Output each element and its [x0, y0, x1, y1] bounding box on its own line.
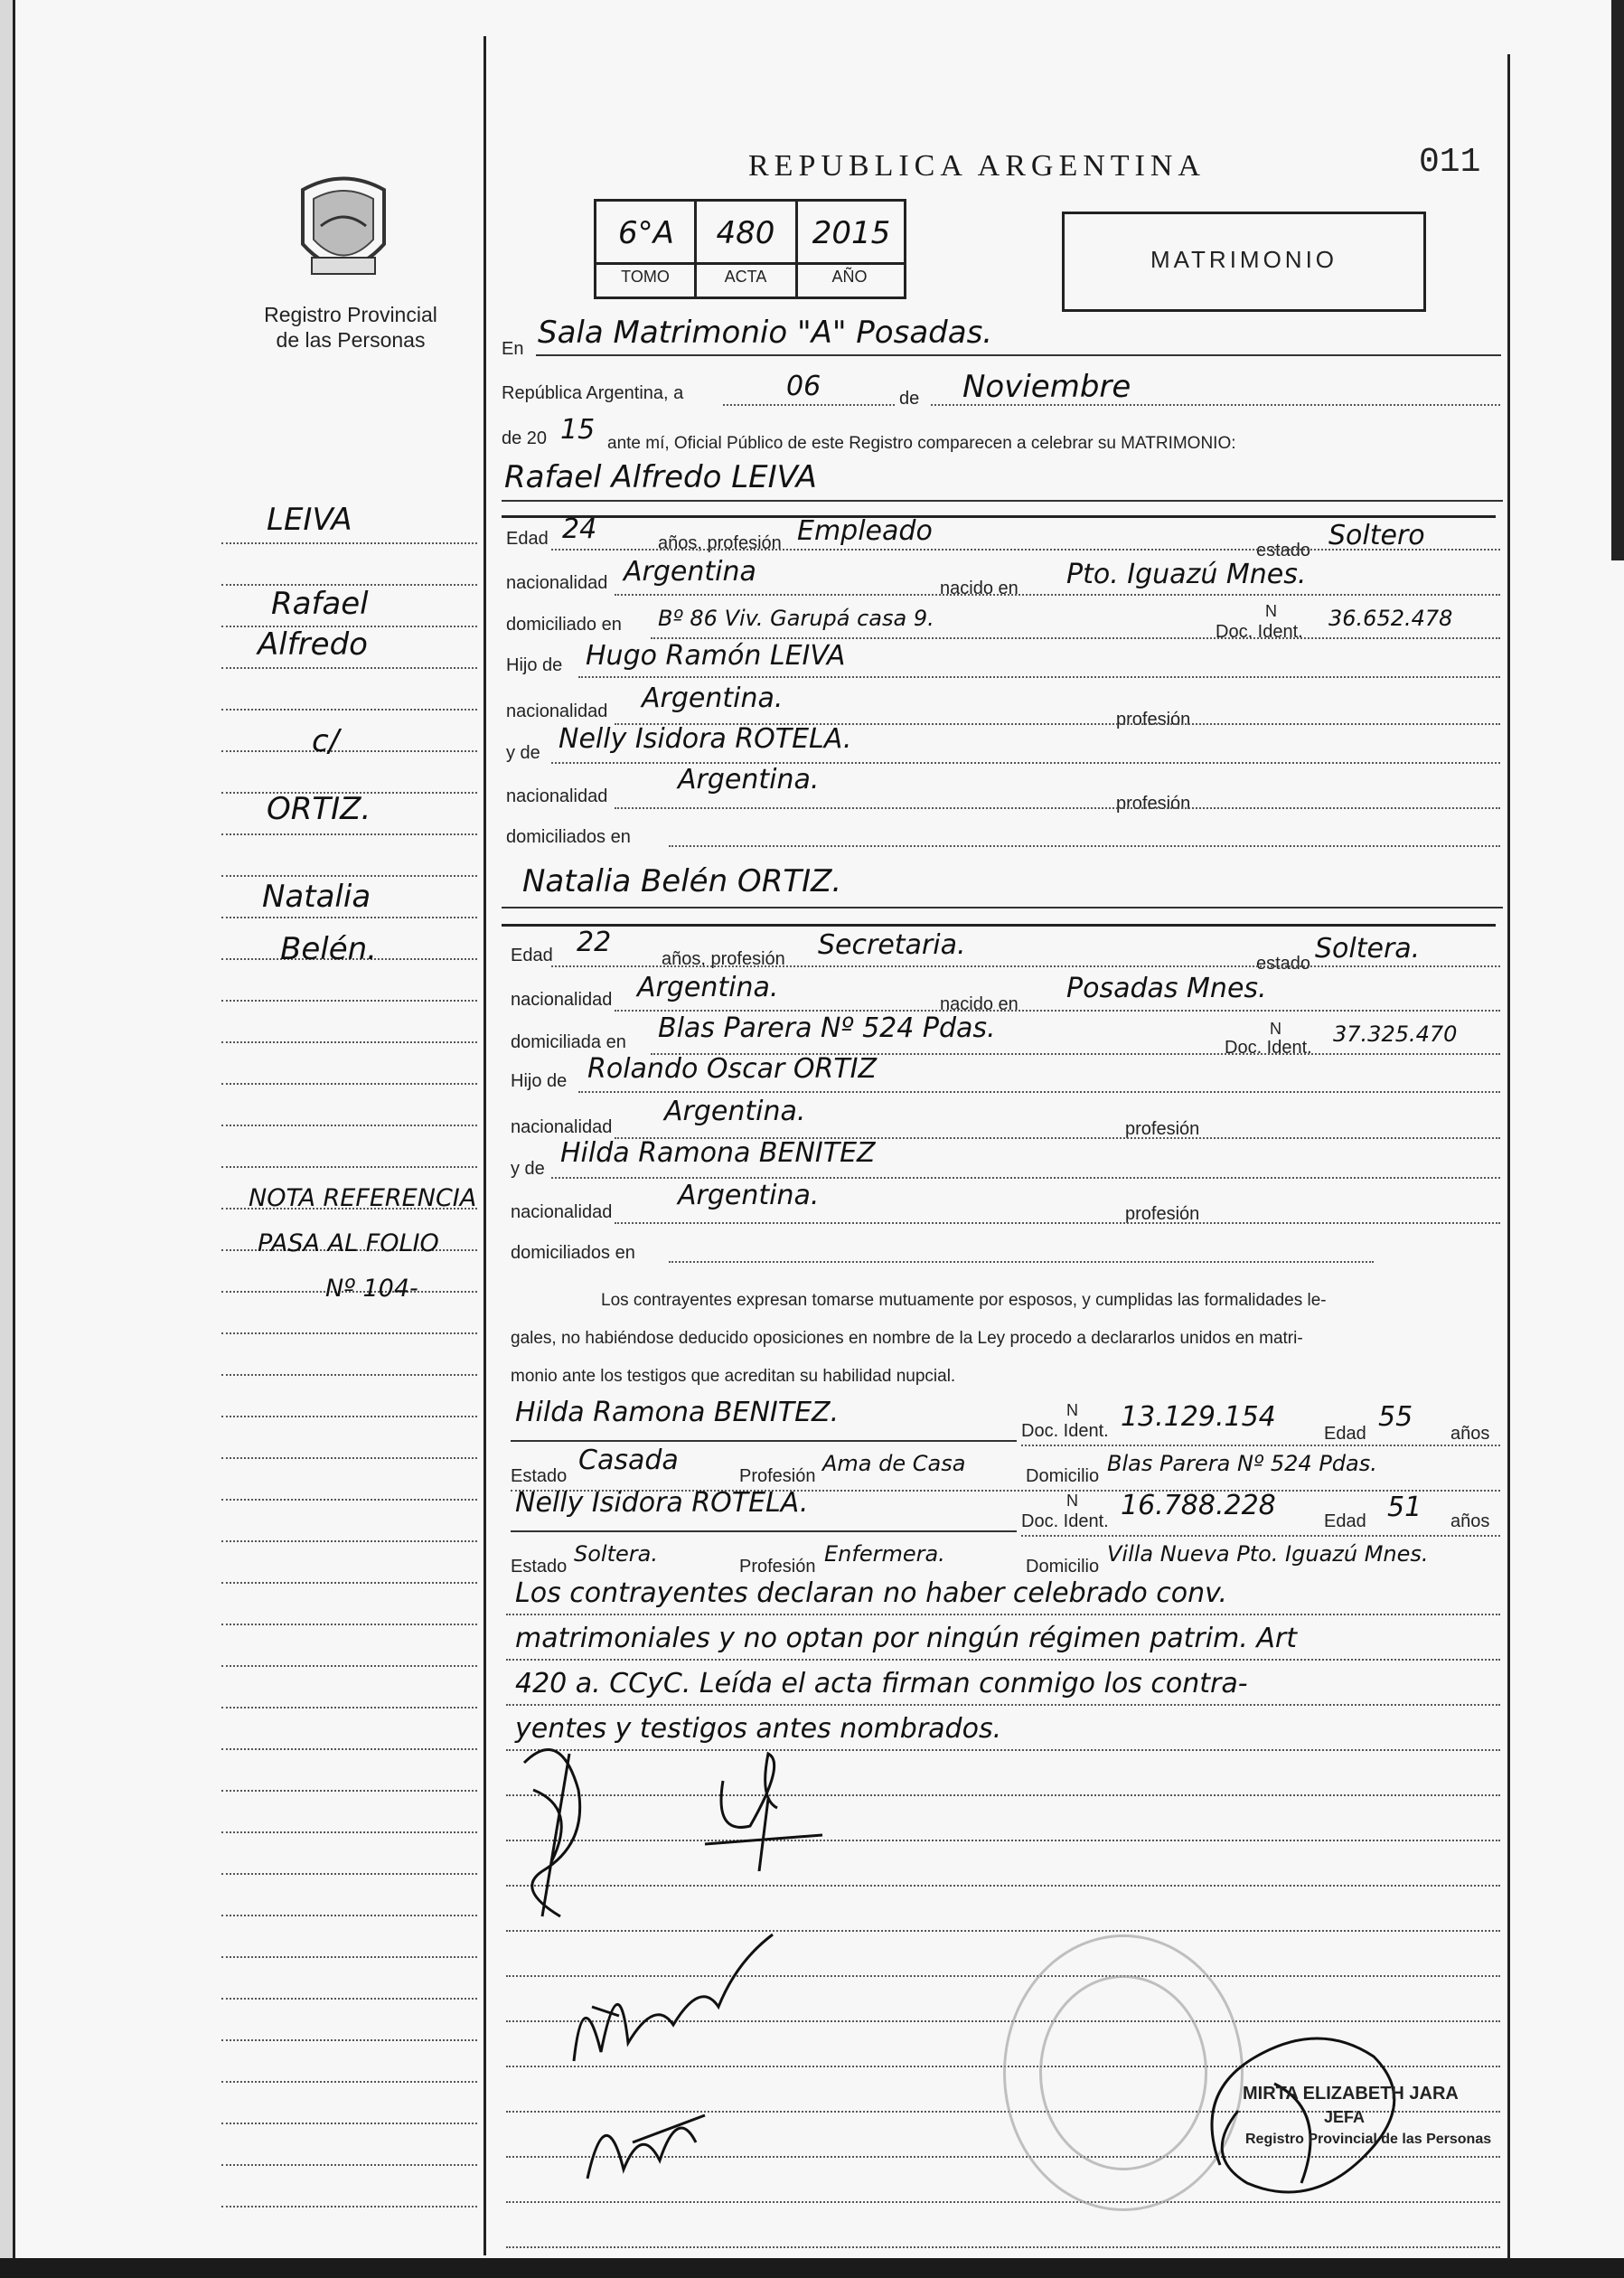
t2-edad: 51	[1387, 1492, 1422, 1523]
t2-estado: Soltera.	[574, 1541, 658, 1567]
t1-estado-label: Estado	[511, 1466, 568, 1486]
margin-rule-line	[221, 1540, 477, 1542]
scan-edge-left	[0, 0, 13, 2278]
t2-estado-label: Estado	[511, 1557, 568, 1577]
margin-rule-line	[221, 1873, 477, 1875]
rule-line	[551, 1177, 1500, 1179]
c1-mprof-label: profesión	[1116, 794, 1191, 814]
c2-doc-label: Doc. Ident.	[1225, 1038, 1312, 1058]
c1-edad-label: Edad	[506, 529, 549, 549]
margin-given-2a: Natalia	[262, 879, 371, 915]
c2-madre: Hilda Ramona BENITEZ	[560, 1137, 876, 1169]
rule-line	[669, 1261, 1374, 1263]
c2-mnac: Argentina.	[678, 1180, 820, 1211]
c1-mnac: Argentina.	[678, 764, 820, 795]
margin-rule-line	[221, 1707, 477, 1708]
margin-rule-line	[221, 2039, 477, 2041]
country-heading: REPUBLICA ARGENTINA	[748, 149, 1206, 183]
margin-rule-line	[221, 1915, 477, 1916]
rule-line	[1021, 1445, 1500, 1446]
margin-rule-line	[221, 1125, 477, 1126]
c2-anios-label: años, profesión	[662, 949, 785, 969]
c2-nacido: Posadas Mnes.	[1066, 973, 1267, 1004]
scan-edge-bottom	[0, 2258, 1624, 2278]
margin-rule-line	[221, 1582, 477, 1584]
t1-estado: Casada	[578, 1445, 679, 1476]
c1-pprof-label: profesión	[1116, 710, 1191, 730]
c2-dom: Blas Parera Nº 524 Pdas.	[658, 1012, 996, 1044]
c2-edad: 22	[577, 927, 612, 958]
c1-pnac-label: nacionalidad	[506, 701, 608, 721]
body-rule-line	[506, 2246, 1500, 2248]
body-rule-line	[506, 1840, 1500, 1841]
c1-anios-label: años, profesión	[658, 533, 782, 553]
anio-value: 2015	[812, 215, 891, 251]
rule-line	[511, 1530, 1017, 1532]
margin-given-1a: Rafael	[271, 586, 369, 622]
t1-doc-label: Doc. Ident.	[1021, 1421, 1109, 1441]
official-seal-inner	[1039, 1975, 1207, 2170]
t2-anios-label: años	[1450, 1511, 1490, 1531]
testigo-2-name: Nelly Isidora ROTELA.	[515, 1487, 809, 1519]
margin-note-2: PASA AL FOLIO	[258, 1229, 439, 1257]
margin-rule-line	[221, 1624, 477, 1625]
c2-padre: Rolando Oscar ORTIZ	[587, 1053, 878, 1085]
observation-line-1: Los contrayentes declaran no haber celebrado conv.	[515, 1577, 1227, 1609]
margin-rule-line	[221, 750, 477, 752]
c1-dom-label: domiciliado en	[506, 615, 622, 635]
margin-rule-line	[221, 2206, 477, 2207]
rule-line	[578, 1091, 1500, 1093]
c2-nac-label: nacionalidad	[511, 990, 613, 1010]
contrayente-1-name: Rafael Alfredo LEIVA	[504, 459, 817, 495]
c2-nacido-label: nacido en	[940, 994, 1019, 1014]
t2-dom: Villa Nueva Pto. Iguazú Mnes.	[1107, 1541, 1429, 1567]
c2-profesion: Secretaria.	[818, 929, 966, 961]
margin-rule-line	[221, 1083, 477, 1085]
body-rule-line	[506, 1885, 1500, 1887]
t1-edad-label: Edad	[1324, 1424, 1366, 1444]
place-value: Sala Matrimonio "A" Posadas.	[538, 315, 993, 351]
scan-edge-line	[13, 0, 15, 2278]
acta-label: ACTA	[724, 268, 767, 286]
margin-rule-line	[221, 1416, 477, 1417]
comparecen-text: ante mí, Oficial Público de este Registro comparecen a celebrar su MATRIMONIO:	[607, 434, 1236, 453]
signature-testigo-1	[565, 1925, 782, 2075]
tomo-label: TOMO	[621, 268, 670, 286]
scan-edge-right	[1611, 0, 1624, 560]
c1-hijo-label: Hijo de	[506, 655, 563, 675]
rule-line	[615, 1222, 1500, 1224]
c1-nacido-label: nacido en	[940, 579, 1019, 598]
c2-doc: 37.325.470	[1333, 1021, 1458, 1047]
margin-rule-line	[221, 1374, 477, 1376]
c1-doc-prefix: N	[1265, 602, 1277, 620]
year-suffix: 15	[560, 414, 596, 446]
c1-padre: Hugo Ramón LEIVA	[586, 640, 846, 672]
rule-line	[669, 845, 1500, 847]
body-rule-line	[506, 1794, 1500, 1796]
testigo-1-name: Hilda Ramona BENITEZ.	[515, 1397, 840, 1428]
margin-rule-line	[221, 1665, 477, 1667]
margin-surname-1: LEIVA	[267, 502, 352, 538]
c2-pnac-label: nacionalidad	[511, 1117, 613, 1137]
margin-given-2b: Belén.	[280, 931, 377, 967]
t1-edad: 55	[1378, 1401, 1413, 1433]
margin-rule-line	[221, 667, 477, 669]
c2-doc-prefix: N	[1270, 1020, 1281, 1038]
declaration-line-1: Los contrayentes expresan tomarse mutuamente por esposos, y cumplidas las formalidades le-	[601, 1291, 1327, 1310]
c2-doms-label: domiciliados en	[511, 1243, 635, 1263]
body-rule-line	[506, 1614, 1500, 1615]
margin-rule-line	[221, 1956, 477, 1958]
margin-rule-line	[221, 1332, 477, 1334]
c1-madre: Nelly Isidora ROTELA.	[559, 723, 852, 755]
province-seal-icon	[294, 172, 393, 289]
official-office: Registro Provincial de las Personas	[1245, 2132, 1492, 2147]
rule-line	[551, 549, 1500, 551]
rule-line	[502, 924, 1496, 927]
margin-surname-2: ORTIZ.	[267, 791, 371, 827]
observation-line-3: 420 a. CCyC. Leída el acta firman conmigo los contra-	[515, 1668, 1248, 1699]
c1-doc-label: Doc. Ident.	[1216, 622, 1303, 642]
registry-name-2: de las Personas	[276, 328, 426, 352]
c2-pnac: Argentina.	[664, 1096, 806, 1127]
c1-nac-label: nacionalidad	[506, 573, 608, 593]
t1-prof: Ama de Casa	[822, 1451, 966, 1476]
rule-line	[502, 500, 1503, 502]
rule-line	[502, 907, 1503, 908]
c1-nac: Argentina	[624, 556, 756, 588]
t2-doc-prefix: N	[1066, 1492, 1078, 1510]
rule-line	[511, 1440, 1017, 1442]
t1-prof-label: Profesión	[739, 1466, 816, 1486]
c2-edad-label: Edad	[511, 946, 553, 965]
c1-nacido: Pto. Iguazú Mnes.	[1066, 559, 1307, 590]
folio-number: 011	[1419, 143, 1481, 182]
t1-dom: Blas Parera Nº 524 Pdas.	[1107, 1451, 1377, 1476]
margin-rule-line	[221, 1041, 477, 1043]
signature-official	[1184, 2002, 1419, 2224]
c1-estado-label: estado	[1256, 541, 1311, 560]
margin-rule-line	[221, 1748, 477, 1750]
t2-prof-label: Profesión	[739, 1557, 816, 1577]
day-value: 06	[786, 371, 821, 402]
rule-line	[615, 594, 1500, 596]
c1-profesion: Empleado	[797, 515, 933, 547]
document-type: MATRIMONIO	[1150, 246, 1338, 273]
month-value: Noviembre	[962, 369, 1131, 405]
t2-doc-label: Doc. Ident.	[1021, 1511, 1109, 1531]
margin-rule-line	[221, 2081, 477, 2083]
official-title: JEFA	[1324, 2108, 1366, 2126]
c1-doc: 36.652.478	[1328, 606, 1453, 631]
rule-line	[931, 404, 1500, 406]
rule-line	[536, 354, 1501, 356]
margin-rule-line	[221, 709, 477, 711]
t2-dom-label: Domicilio	[1026, 1557, 1100, 1577]
republica-label: República Argentina, a	[502, 383, 684, 403]
margin-note-3: Nº 104-	[325, 1275, 418, 1303]
c2-hijo-label: Hijo de	[511, 1071, 568, 1091]
c2-pprof-label: profesión	[1125, 1119, 1200, 1139]
margin-rule-line	[221, 2164, 477, 2166]
rule-line	[615, 1010, 1500, 1012]
year-prefix: de 20	[502, 428, 548, 448]
c2-estado: Soltera.	[1315, 933, 1421, 965]
margin-rule-line	[221, 1831, 477, 1833]
signature-testigo-2	[578, 2088, 714, 2192]
rule-line	[723, 404, 895, 406]
t2-edad-label: Edad	[1324, 1511, 1366, 1531]
c2-mnac-label: nacionalidad	[511, 1202, 613, 1222]
signature-contrayente-2	[687, 1745, 831, 1876]
body-rule-line	[506, 1704, 1500, 1706]
rule-line	[651, 637, 1500, 639]
anio-label: AÑO	[831, 268, 868, 286]
registry-name-1: Registro Provincial	[264, 303, 437, 326]
official-name: MIRTA ELIZABETH JARA	[1243, 2084, 1459, 2104]
c2-mprof-label: profesión	[1125, 1204, 1200, 1224]
right-margin-rule	[1507, 54, 1510, 2260]
acta-value: 480	[716, 215, 775, 251]
rule-line	[551, 965, 1500, 967]
margin-rule-line	[221, 1998, 477, 2000]
body-rule-line	[506, 1659, 1500, 1661]
observation-line-4: yentes y testigos antes nombrados.	[515, 1713, 1002, 1745]
rule-line	[578, 676, 1500, 678]
tomo-value: 6°A	[618, 215, 674, 251]
de-label: de	[899, 389, 920, 409]
c1-edad: 24	[562, 513, 597, 545]
c1-estado: Soltero	[1328, 520, 1425, 551]
margin-given-1b: Alfredo	[258, 626, 368, 663]
rule-line	[615, 807, 1500, 809]
margin-rule-line	[221, 917, 477, 918]
signature-contrayente-1	[506, 1736, 615, 1939]
t1-anios-label: años	[1450, 1424, 1490, 1444]
record-id-rule	[594, 262, 904, 265]
c1-doms-label: domiciliados en	[506, 827, 631, 847]
c2-estado-label: estado	[1256, 954, 1311, 974]
margin-rule-line	[221, 875, 477, 877]
body-rule-line	[506, 1749, 1500, 1751]
margin-divider	[483, 36, 486, 2255]
declaration-line-2: gales, no habiéndose deducido oposiciones en nombre de la Ley procedo a declararlos unidos en matri-	[511, 1329, 1303, 1348]
c2-nac: Argentina.	[637, 972, 779, 1003]
margin-connector: c/	[312, 723, 340, 759]
c1-pnac: Argentina.	[642, 682, 784, 714]
margin-rule-line	[221, 1499, 477, 1501]
margin-rule-line	[221, 1000, 477, 1002]
margin-rule-line	[221, 542, 477, 544]
margin-rule-line	[221, 2123, 477, 2124]
margin-rule-line	[221, 1166, 477, 1168]
t1-doc-prefix: N	[1066, 1401, 1078, 1419]
declaration-line-3: monio ante los testigos que acreditan su habilidad nupcial.	[511, 1367, 956, 1386]
en-label: En	[502, 339, 524, 359]
observation-line-2: matrimoniales y no optan por ningún régimen patrim. Art	[515, 1623, 1298, 1654]
rule-line	[1021, 1535, 1500, 1537]
t1-doc: 13.129.154	[1121, 1401, 1276, 1433]
margin-rule-line	[221, 833, 477, 835]
c1-mnac-label: nacionalidad	[506, 786, 608, 806]
c2-yde-label: y de	[511, 1159, 545, 1179]
t2-doc: 16.788.228	[1121, 1490, 1276, 1521]
t1-dom-label: Domicilio	[1026, 1466, 1100, 1486]
c2-dom-label: domiciliada en	[511, 1032, 626, 1052]
c1-yde-label: y de	[506, 743, 540, 763]
rule-line	[502, 515, 1496, 518]
margin-rule-line	[221, 1457, 477, 1459]
contrayente-2-name: Natalia Belén ORTIZ.	[522, 863, 842, 899]
margin-rule-line	[221, 1790, 477, 1792]
t2-prof: Enfermera.	[824, 1541, 945, 1567]
margin-note-1: NOTA REFERENCIA	[249, 1184, 477, 1212]
c1-dom: Bº 86 Viv. Garupá casa 9.	[658, 606, 934, 631]
